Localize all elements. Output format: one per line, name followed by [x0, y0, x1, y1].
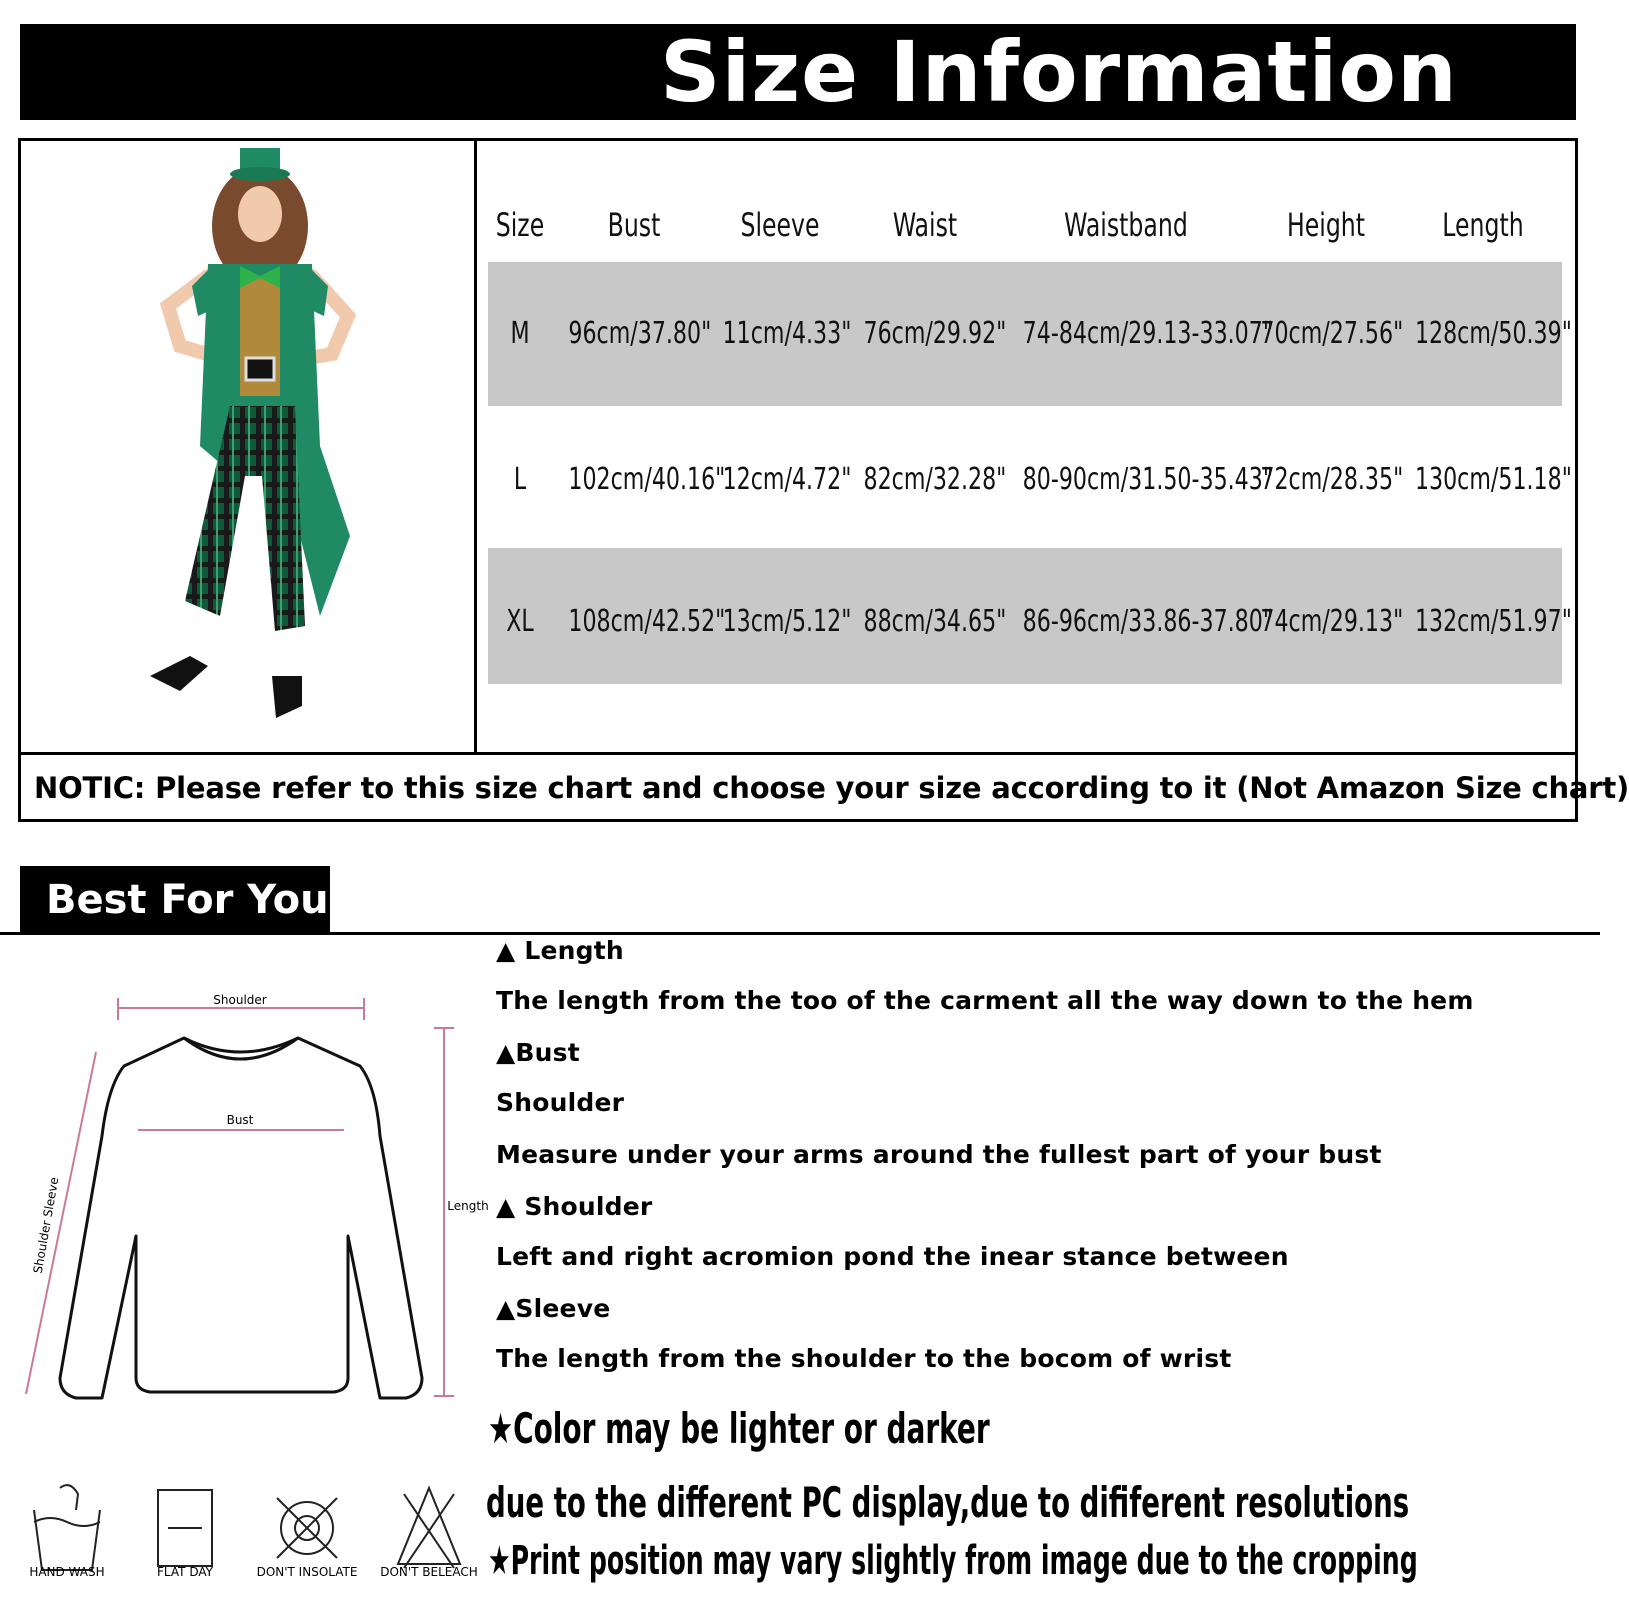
table-cell: 74-84cm/29.13-33.07" [1022, 316, 1274, 351]
table-cell: L [513, 462, 527, 497]
divider [18, 752, 1578, 755]
table-cell: 80-90cm/31.50-35.43" [1022, 462, 1274, 497]
description-text: Shoulder [496, 1088, 625, 1117]
table-cell: 76cm/29.92" [863, 316, 1007, 351]
length-dimension-label: Length [447, 1199, 489, 1213]
disclaimer-note: due to the different PC display,due to dififerent resolutions [486, 1478, 1410, 1527]
description-heading: ▲Sleeve [496, 1294, 611, 1323]
description-text: The length from the too of the carment all the way down to the hem [496, 986, 1474, 1015]
table-cell: 108cm/42.52" [568, 604, 726, 639]
column-header: Length [1442, 206, 1524, 244]
table-cell: 72cm/28.35" [1260, 462, 1404, 497]
section-rule [0, 932, 1600, 935]
column-header: Waistband [1064, 206, 1188, 244]
table-cell: 88cm/34.65" [863, 604, 1007, 639]
table-cell: 82cm/32.28" [863, 462, 1007, 497]
table-cell: M [510, 316, 530, 351]
section-title: Best For You [46, 877, 329, 923]
column-header: Size [495, 206, 545, 244]
table-cell: 132cm/51.97" [1414, 604, 1572, 639]
description-text: Measure under your arms around the fullest part of your bust [496, 1140, 1382, 1169]
table-cell: 102cm/40.16" [568, 462, 726, 497]
table-cell: 70cm/27.56" [1260, 316, 1404, 351]
description-heading: ▲ Shoulder [496, 1192, 653, 1221]
sleeve-dimension-label: Shoulder Sleeve [30, 1176, 62, 1275]
care-label: DON'T INSOLATE [256, 1565, 358, 1579]
measurement-diagram [8, 993, 489, 1444]
table-cell: 13cm/5.12" [722, 604, 852, 639]
column-header: Bust [607, 206, 661, 244]
description-text: Left and right acromion pond the inear stance between [496, 1242, 1289, 1271]
divider [474, 138, 477, 754]
shoulder-dimension-label: Shoulder [213, 993, 267, 1007]
care-label: HAND WASH [29, 1565, 105, 1579]
disclaimer-note: ★Print position may vary slightly from image due to the cropping [488, 1538, 1418, 1584]
model-photo [80, 146, 420, 750]
table-cell: 12cm/4.72" [722, 462, 852, 497]
care-label: DON'T BELEACH [380, 1565, 478, 1579]
description-heading: ▲ Length [496, 936, 624, 965]
disclaimer-note: ★Color may be lighter or darker [488, 1404, 990, 1453]
care-label: FLAT DAY [157, 1565, 213, 1579]
bust-dimension-label: Bust [226, 1113, 254, 1127]
column-header: Waist [892, 206, 958, 244]
column-header: Sleeve [740, 206, 820, 244]
description-text: The length from the shoulder to the bocom of wrist [496, 1344, 1232, 1373]
table-cell: 96cm/37.80" [568, 316, 712, 351]
description-heading: ▲Bust [496, 1038, 580, 1067]
table-cell: 130cm/51.18" [1414, 462, 1572, 497]
table-cell: 74cm/29.13" [1260, 604, 1404, 639]
table-cell: 128cm/50.39" [1414, 316, 1572, 351]
table-cell: 11cm/4.33" [722, 316, 852, 351]
table-cell: 86-96cm/33.86-37.80" [1022, 604, 1274, 639]
page-title: Size Information [660, 23, 1458, 121]
notice-text: NOTIC: Please refer to this size chart and choose your size according to it (Not Amazon Size chart) [34, 771, 1629, 805]
column-header: Height [1286, 206, 1366, 244]
table-cell: XL [506, 604, 534, 639]
